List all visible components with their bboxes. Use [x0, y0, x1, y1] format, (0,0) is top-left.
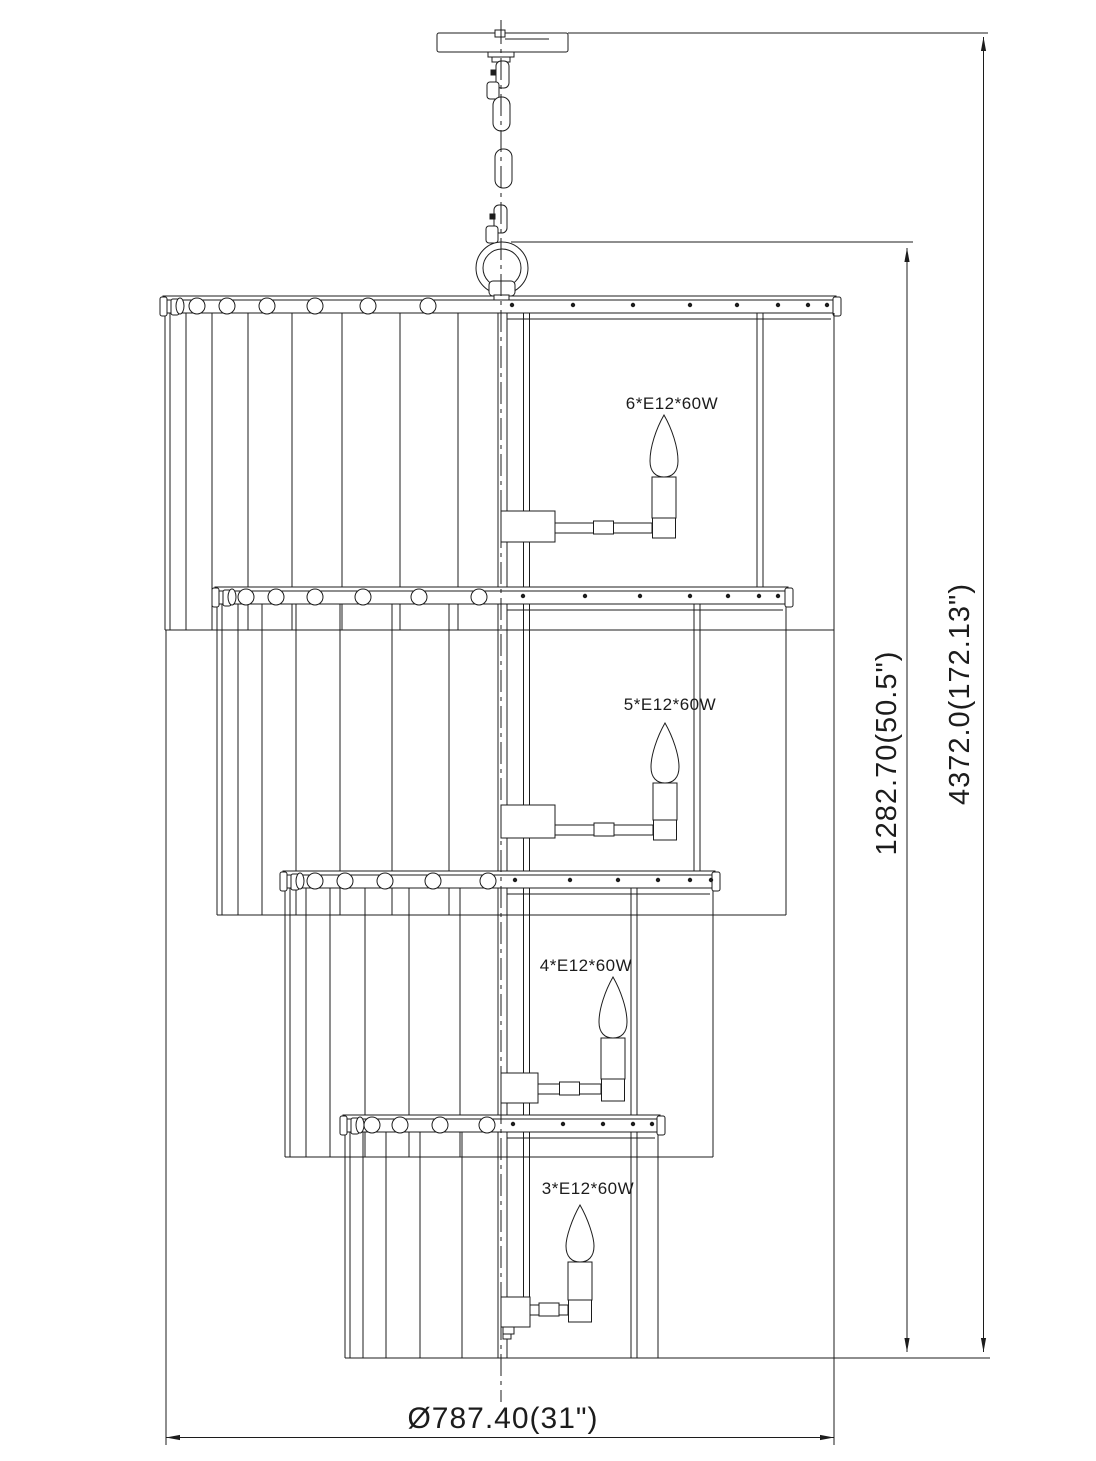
- drawing-stroke: [820, 1435, 834, 1440]
- drawing-stroke: [688, 594, 692, 598]
- drawing-stroke: [392, 1117, 408, 1133]
- drawing-stroke: [340, 1116, 347, 1135]
- drawing-stroke: [569, 1300, 592, 1322]
- drawing-stroke: [501, 511, 555, 542]
- drawing-stroke: [364, 1117, 380, 1133]
- drawing-stroke: [594, 823, 614, 836]
- drawing-stroke: [602, 1079, 625, 1101]
- tier-4-frame-band: [340, 1115, 665, 1135]
- drawing-stroke: [735, 303, 739, 307]
- drawing-stroke: [189, 298, 205, 314]
- drawing-stroke: [307, 873, 323, 889]
- drawing-stroke: [583, 594, 587, 598]
- drawing-stroke: [432, 1117, 448, 1133]
- tier-2-candle-assembly: [501, 723, 679, 840]
- lamp-label-tier-1: 6*E12*60W: [625, 394, 719, 413]
- tier-2-frame-band: [212, 587, 793, 607]
- drawing-stroke: [471, 589, 487, 605]
- drawing-stroke: [491, 70, 496, 75]
- drawing-stroke: [653, 783, 677, 820]
- dimension-diameter: Ø787.40(31"): [407, 1402, 599, 1435]
- drawing-stroke: [166, 1435, 180, 1440]
- drawing-stroke: [539, 1303, 559, 1316]
- drawing-stroke: [981, 1338, 986, 1352]
- drawing-stroke: [638, 594, 642, 598]
- drawing-stroke: [296, 873, 304, 889]
- drawing-stroke: [904, 248, 909, 262]
- drawing-stroke: [616, 878, 620, 882]
- drawing-stroke: [561, 1122, 565, 1126]
- drawing-stroke: [650, 1122, 654, 1126]
- drawing-stroke: [656, 878, 660, 882]
- drawing-stroke: [411, 589, 427, 605]
- drawing-stroke: [160, 297, 167, 316]
- lamp-label-tier-2: 5*E12*60W: [623, 695, 717, 714]
- drawing-stroke: [479, 1117, 495, 1133]
- drawing-stroke: [495, 30, 505, 37]
- drawing-stroke: [259, 298, 275, 314]
- drawing-stroke: [566, 1205, 594, 1262]
- drawing-stroke: [219, 298, 235, 314]
- drawing-stroke: [688, 303, 692, 307]
- drawing-stroke: [360, 298, 376, 314]
- drawing-stroke: [420, 298, 436, 314]
- drawing-stroke: [709, 878, 713, 882]
- drawing-stroke: [513, 878, 517, 882]
- drawing-stroke: [355, 589, 371, 605]
- drawing-stroke: [521, 594, 525, 598]
- drawing-stroke: [594, 521, 614, 534]
- drawing-stroke: [212, 588, 219, 607]
- drawing-stroke: [631, 1122, 635, 1126]
- drawing-stroke: [377, 873, 393, 889]
- drawing-stroke: [601, 1038, 625, 1079]
- drawing-stroke: [757, 594, 761, 598]
- drawing-stroke: [981, 37, 986, 51]
- drawing-stroke: [238, 589, 254, 605]
- drawing-stroke: [511, 1122, 515, 1126]
- drawing-stroke: [501, 1297, 530, 1327]
- drawing-stroke: [490, 214, 495, 219]
- drawing-stroke: [904, 1338, 909, 1352]
- tier-4-candle-assembly: [501, 1205, 594, 1339]
- drawing-linework: [160, 20, 990, 1445]
- drawing-stroke: [776, 303, 780, 307]
- drawing-stroke: [307, 298, 323, 314]
- drawing-stroke: [654, 820, 677, 840]
- tier-3-glass-panels: [285, 871, 713, 1157]
- drawing-stroke: [712, 872, 720, 891]
- drawing-stroke: [176, 298, 184, 314]
- drawing-stroke: [560, 1082, 580, 1095]
- drawing-stroke: [487, 82, 499, 99]
- drawing-stroke: [571, 303, 575, 307]
- dimension-overall-height: 4372.0(172.13"): [944, 582, 976, 806]
- drawing-stroke: [568, 1262, 592, 1300]
- drawing-stroke: [503, 1334, 511, 1339]
- drawing-stroke: [688, 878, 692, 882]
- drawing-stroke: [726, 594, 730, 598]
- tier-3-candle-assembly: [501, 977, 627, 1103]
- drawing-stroke: [268, 589, 284, 605]
- drawing-stroke: [501, 805, 555, 838]
- drawing-stroke: [652, 477, 676, 518]
- tier-1-candle-assembly: [501, 415, 678, 542]
- drawing-stroke: [651, 723, 679, 783]
- drawing-stroke: [489, 281, 515, 296]
- drawing-stroke: [657, 1116, 665, 1135]
- drawing-stroke: [480, 873, 496, 889]
- drawing-stroke: [501, 1073, 538, 1103]
- drawing-stroke: [785, 588, 793, 607]
- drawing-stroke: [280, 872, 287, 891]
- drawing-stroke: [425, 873, 441, 889]
- drawing-stroke: [356, 1117, 364, 1133]
- drawing-stroke: [776, 594, 780, 598]
- drawing-stroke: [503, 1327, 514, 1334]
- drawing-stroke: [307, 589, 323, 605]
- drawing-stroke: [495, 149, 512, 188]
- drawing-stroke: [599, 977, 627, 1038]
- drawing-stroke: [825, 303, 829, 307]
- drawing-stroke: [631, 303, 635, 307]
- drawing-stroke: [650, 415, 678, 477]
- drawing-stroke: [568, 878, 572, 882]
- drawing-stroke: [806, 303, 810, 307]
- drawing-stroke: [601, 1122, 605, 1126]
- drawing-stroke: [228, 589, 236, 605]
- lamp-label-tier-4: 3*E12*60W: [541, 1179, 635, 1198]
- canopy-and-chain: [437, 20, 568, 300]
- dimension-body-height: 1282.70(50.5"): [871, 650, 903, 856]
- tier-1-glass-panels: [165, 296, 834, 630]
- drawing-stroke: [337, 873, 353, 889]
- drawing-stroke: [653, 518, 676, 538]
- lamp-label-tier-3: 4*E12*60W: [539, 956, 633, 975]
- drawing-stroke: [486, 226, 498, 243]
- drawing-stroke: [510, 303, 514, 307]
